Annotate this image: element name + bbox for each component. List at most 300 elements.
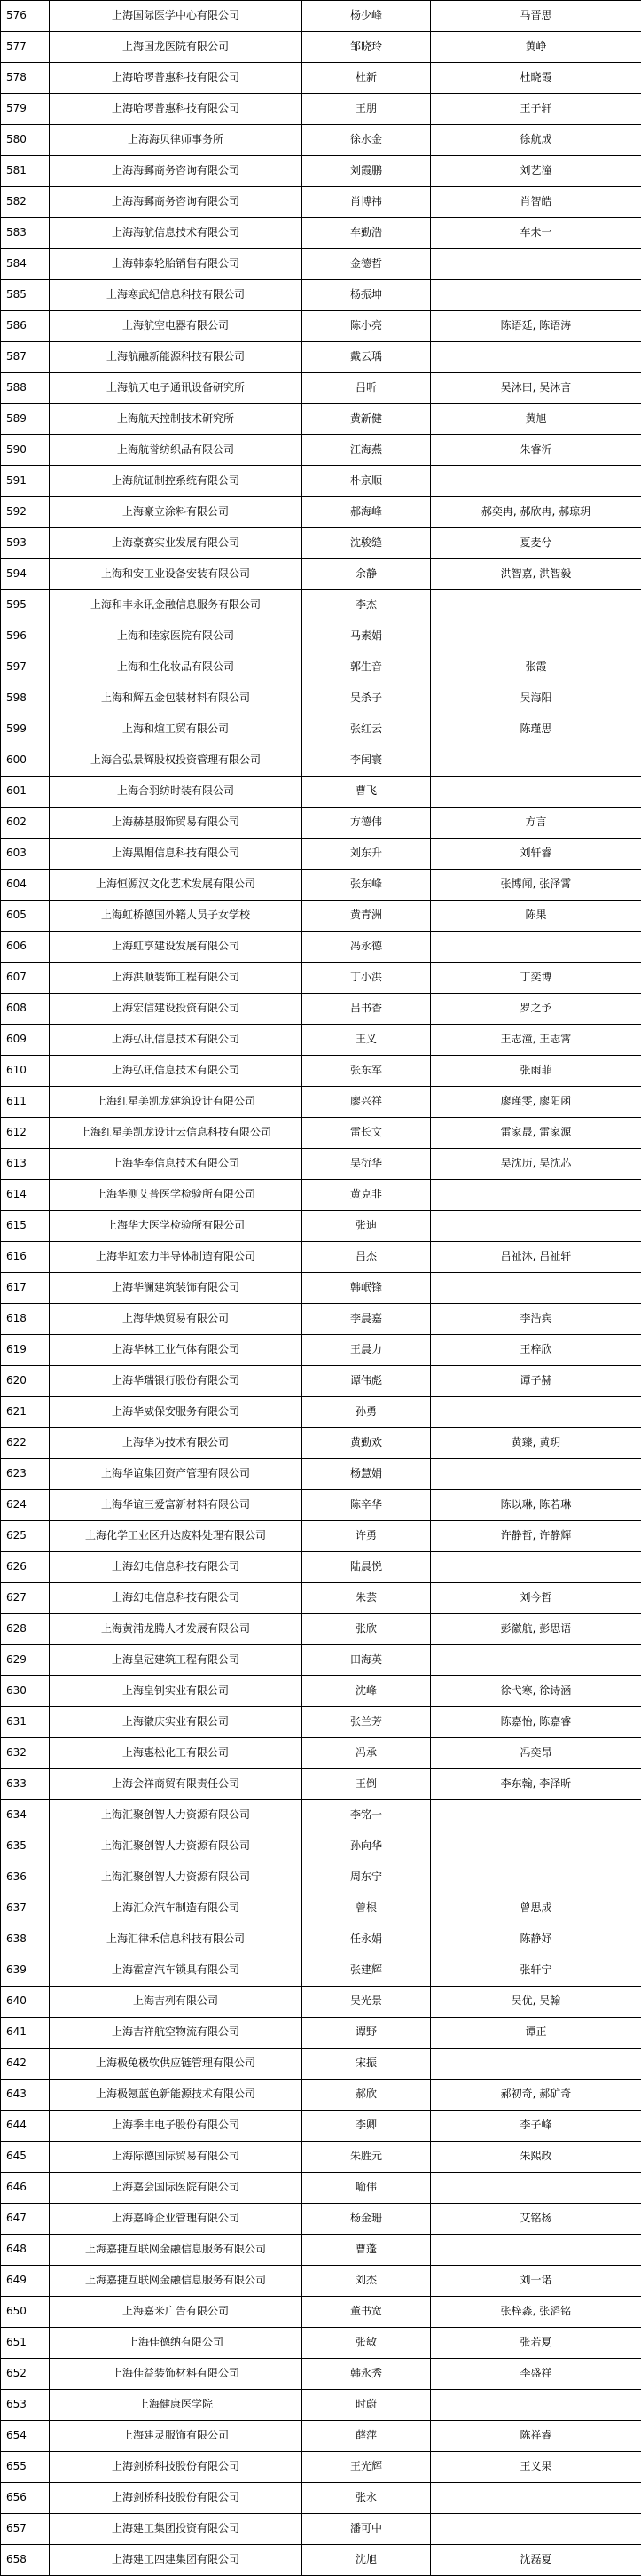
- person-name-cell: 陈辛华: [302, 1490, 431, 1521]
- person-name-cell: 戴云瑀: [302, 342, 431, 373]
- table-row: [1, 2111, 641, 2142]
- roster-table-body: [1, 1, 641, 2576]
- person-name-cell: 沈骏缝: [302, 528, 431, 559]
- row-number-cell: 657: [1, 2514, 50, 2545]
- table-row: [1, 1645, 641, 1676]
- person-name-cell: 刘霞鹏: [302, 156, 431, 187]
- row-number-cell: 579: [1, 94, 50, 125]
- related-names-cell: 张博闻, 张泽霄: [431, 870, 641, 901]
- row-number-cell: 639: [1, 1955, 50, 1987]
- related-names-cell: 徐航成: [431, 125, 641, 156]
- row-number-cell: 589: [1, 404, 50, 435]
- table-row: [1, 839, 641, 870]
- row-number-cell: 643: [1, 2080, 50, 2111]
- company-name-cell: 上海季丰电子股份有限公司: [50, 2111, 302, 2142]
- related-names-cell: [431, 1552, 641, 1583]
- table-row: [1, 1397, 641, 1428]
- table-row: [1, 1924, 641, 1955]
- table-row: [1, 2483, 641, 2514]
- row-number-cell: 654: [1, 2421, 50, 2452]
- related-names-cell: [431, 249, 641, 280]
- row-number-cell: 613: [1, 1149, 50, 1180]
- table-row: [1, 1149, 641, 1180]
- person-name-cell: 孙向华: [302, 1831, 431, 1862]
- person-name-cell: 杜新: [302, 63, 431, 94]
- row-number-cell: 601: [1, 777, 50, 808]
- company-name-cell: 上海徽庆实业有限公司: [50, 1707, 302, 1738]
- row-number-cell: 641: [1, 2018, 50, 2049]
- related-names-cell: 陈祥睿: [431, 2421, 641, 2452]
- company-name-cell: 上海虹桥德国外籍人员子女学校: [50, 901, 302, 932]
- person-name-cell: 董书宽: [302, 2297, 431, 2328]
- company-name-cell: 上海航誉纺织品有限公司: [50, 435, 302, 466]
- company-name-cell: 上海航证制控系统有限公司: [50, 466, 302, 497]
- company-name-cell: 上海和生化妆品有限公司: [50, 652, 302, 683]
- table-row: [1, 2142, 641, 2173]
- row-number-cell: 655: [1, 2452, 50, 2483]
- table-row: [1, 1335, 641, 1366]
- related-names-cell: 廖瑾雯, 廖阳函: [431, 1087, 641, 1118]
- related-names-cell: 艾铭杨: [431, 2204, 641, 2235]
- row-number-cell: 616: [1, 1242, 50, 1273]
- person-name-cell: 朴京顺: [302, 466, 431, 497]
- table-row: [1, 652, 641, 683]
- person-name-cell: 杨金珊: [302, 2204, 431, 2235]
- row-number-cell: 634: [1, 1800, 50, 1831]
- person-name-cell: 潘可中: [302, 2514, 431, 2545]
- related-names-cell: [431, 2049, 641, 2080]
- company-name-cell: 上海嘉米广告有限公司: [50, 2297, 302, 2328]
- person-name-cell: 喻伟: [302, 2173, 431, 2204]
- company-name-cell: 上海幻电信息科技有限公司: [50, 1583, 302, 1614]
- row-number-cell: 636: [1, 1862, 50, 1893]
- person-name-cell: 陆晨悦: [302, 1552, 431, 1583]
- person-name-cell: 陈小亮: [302, 311, 431, 342]
- person-name-cell: 金德哲: [302, 249, 431, 280]
- row-number-cell: 646: [1, 2173, 50, 2204]
- row-number-cell: 645: [1, 2142, 50, 2173]
- related-names-cell: 彭徽航, 彭思语: [431, 1614, 641, 1645]
- person-name-cell: 吕书香: [302, 994, 431, 1025]
- row-number-cell: 595: [1, 590, 50, 621]
- table-row: [1, 1583, 641, 1614]
- related-names-cell: 刘一诺: [431, 2266, 641, 2297]
- table-row: [1, 777, 641, 808]
- person-name-cell: 张欣: [302, 1614, 431, 1645]
- related-names-cell: [431, 2483, 641, 2514]
- row-number-cell: 598: [1, 683, 50, 714]
- row-number-cell: 607: [1, 963, 50, 994]
- person-name-cell: 张敏: [302, 2328, 431, 2359]
- row-number-cell: 658: [1, 2545, 50, 2576]
- row-number-cell: 640: [1, 1987, 50, 2018]
- company-name-cell: 上海宏信建设投资有限公司: [50, 994, 302, 1025]
- table-row: [1, 2266, 641, 2297]
- related-names-cell: [431, 1645, 641, 1676]
- table-row: [1, 187, 641, 218]
- company-name-cell: 上海华澜建筑装饰有限公司: [50, 1273, 302, 1304]
- related-names-cell: 罗之予: [431, 994, 641, 1025]
- row-number-cell: 623: [1, 1459, 50, 1490]
- table-row: [1, 1304, 641, 1335]
- related-names-cell: 李子峰: [431, 2111, 641, 2142]
- related-names-cell: 王志潼, 王志霄: [431, 1025, 641, 1056]
- related-names-cell: 刘轩睿: [431, 839, 641, 870]
- related-names-cell: 吴海阳: [431, 683, 641, 714]
- row-number-cell: 584: [1, 249, 50, 280]
- table-row: [1, 1490, 641, 1521]
- table-row: [1, 559, 641, 590]
- company-name-cell: 上海际德国际贸易有限公司: [50, 2142, 302, 2173]
- table-row: [1, 497, 641, 528]
- table-row: [1, 1676, 641, 1707]
- company-name-cell: 上海皇钊实业有限公司: [50, 1676, 302, 1707]
- person-name-cell: 李铭一: [302, 1800, 431, 1831]
- table-row: [1, 901, 641, 932]
- person-name-cell: 曹飞: [302, 777, 431, 808]
- company-name-cell: 上海合弘景辉股权投资管理有限公司: [50, 745, 302, 777]
- row-number-cell: 597: [1, 652, 50, 683]
- company-name-cell: 上海华威保安服务有限公司: [50, 1397, 302, 1428]
- company-name-cell: 上海极兔极软供应链管理有限公司: [50, 2049, 302, 2080]
- table-row: [1, 808, 641, 839]
- person-name-cell: 张东峰: [302, 870, 431, 901]
- row-number-cell: 599: [1, 714, 50, 745]
- table-row: [1, 1955, 641, 1987]
- person-name-cell: 王朋: [302, 94, 431, 125]
- related-names-cell: 冯奕昂: [431, 1738, 641, 1769]
- row-number-cell: 583: [1, 218, 50, 249]
- table-row: [1, 1428, 641, 1459]
- table-row: [1, 1552, 641, 1583]
- row-number-cell: 630: [1, 1676, 50, 1707]
- table-row: [1, 2545, 641, 2576]
- row-number-cell: 617: [1, 1273, 50, 1304]
- company-name-cell: 上海佳德纳有限公司: [50, 2328, 302, 2359]
- related-names-cell: 郝初奇, 郝矿奇: [431, 2080, 641, 2111]
- person-name-cell: 朱芸: [302, 1583, 431, 1614]
- person-name-cell: 韩永秀: [302, 2359, 431, 2390]
- table-row: [1, 249, 641, 280]
- row-number-cell: 631: [1, 1707, 50, 1738]
- row-number-cell: 576: [1, 1, 50, 32]
- company-name-cell: 上海吉祥航空物流有限公司: [50, 2018, 302, 2049]
- person-name-cell: 余静: [302, 559, 431, 590]
- row-number-cell: 604: [1, 870, 50, 901]
- related-names-cell: 谭正: [431, 2018, 641, 2049]
- person-name-cell: 杨慧娟: [302, 1459, 431, 1490]
- row-number-cell: 638: [1, 1924, 50, 1955]
- related-names-cell: 陈静妤: [431, 1924, 641, 1955]
- person-name-cell: 吕昕: [302, 373, 431, 404]
- row-number-cell: 629: [1, 1645, 50, 1676]
- related-names-cell: 陈果: [431, 901, 641, 932]
- company-name-cell: 上海华测艾普医学检验所有限公司: [50, 1180, 302, 1211]
- person-name-cell: 丁小洪: [302, 963, 431, 994]
- row-number-cell: 588: [1, 373, 50, 404]
- person-name-cell: 李晨嘉: [302, 1304, 431, 1335]
- related-names-cell: 张霞: [431, 652, 641, 683]
- company-name-cell: 上海吉列有限公司: [50, 1987, 302, 2018]
- row-number-cell: 592: [1, 497, 50, 528]
- related-names-cell: [431, 1273, 641, 1304]
- table-row: [1, 1707, 641, 1738]
- person-name-cell: 时蔚: [302, 2390, 431, 2421]
- person-name-cell: 周东宁: [302, 1862, 431, 1893]
- company-name-cell: 上海黄浦龙腾人才发展有限公司: [50, 1614, 302, 1645]
- table-row: [1, 125, 641, 156]
- company-name-cell: 上海佳益装饰材料有限公司: [50, 2359, 302, 2390]
- related-names-cell: [431, 745, 641, 777]
- person-name-cell: 马素娟: [302, 621, 431, 652]
- row-number-cell: 581: [1, 156, 50, 187]
- row-number-cell: 615: [1, 1211, 50, 1242]
- table-row: [1, 621, 641, 652]
- person-name-cell: 王光辉: [302, 2452, 431, 2483]
- related-names-cell: 王子轩: [431, 94, 641, 125]
- row-number-cell: 637: [1, 1893, 50, 1924]
- related-names-cell: 吕祉沐, 吕祉轩: [431, 1242, 641, 1273]
- company-name-cell: 上海海郵商务咨询有限公司: [50, 156, 302, 187]
- related-names-cell: [431, 342, 641, 373]
- person-name-cell: 吕杰: [302, 1242, 431, 1273]
- related-names-cell: 李浩宾: [431, 1304, 641, 1335]
- related-names-cell: 雷家晟, 雷家源: [431, 1118, 641, 1149]
- company-name-cell: 上海华虹宏力半导体制造有限公司: [50, 1242, 302, 1273]
- table-row: [1, 1056, 641, 1087]
- company-name-cell: 上海华谊三爱富新材料有限公司: [50, 1490, 302, 1521]
- person-name-cell: 郭生音: [302, 652, 431, 683]
- related-names-cell: 张雨菲: [431, 1056, 641, 1087]
- row-number-cell: 600: [1, 745, 50, 777]
- table-row: [1, 1831, 641, 1862]
- related-names-cell: 王义果: [431, 2452, 641, 2483]
- company-name-cell: 上海弘讯信息技术有限公司: [50, 1056, 302, 1087]
- table-row: [1, 2421, 641, 2452]
- company-name-cell: 上海寒武纪信息科技有限公司: [50, 280, 302, 311]
- related-names-cell: [431, 2235, 641, 2266]
- company-name-cell: 上海和煊工贸有限公司: [50, 714, 302, 745]
- company-name-cell: 上海汇聚创智人力资源有限公司: [50, 1831, 302, 1862]
- row-number-cell: 585: [1, 280, 50, 311]
- person-name-cell: 冯永德: [302, 932, 431, 963]
- row-number-cell: 626: [1, 1552, 50, 1583]
- company-name-cell: 上海海航信息技术有限公司: [50, 218, 302, 249]
- person-name-cell: 雷长文: [302, 1118, 431, 1149]
- person-name-cell: 冯承: [302, 1738, 431, 1769]
- table-row: [1, 94, 641, 125]
- person-name-cell: 王晨力: [302, 1335, 431, 1366]
- person-name-cell: 黄青洲: [302, 901, 431, 932]
- company-name-cell: 上海汇聚创智人力资源有限公司: [50, 1800, 302, 1831]
- person-name-cell: 张建辉: [302, 1955, 431, 1987]
- row-number-cell: 632: [1, 1738, 50, 1769]
- company-name-cell: 上海国际医学中心有限公司: [50, 1, 302, 32]
- table-row: [1, 1893, 641, 1924]
- company-name-cell: 上海华大医学检验所有限公司: [50, 1211, 302, 1242]
- table-row: [1, 2235, 641, 2266]
- row-number-cell: 577: [1, 32, 50, 63]
- person-name-cell: 任永娟: [302, 1924, 431, 1955]
- related-names-cell: 张轩宁: [431, 1955, 641, 1987]
- company-name-cell: 上海建工集团投资有限公司: [50, 2514, 302, 2545]
- person-name-cell: 张迪: [302, 1211, 431, 1242]
- person-name-cell: 张永: [302, 2483, 431, 2514]
- row-number-cell: 602: [1, 808, 50, 839]
- table-row: [1, 1614, 641, 1645]
- table-row: [1, 1118, 641, 1149]
- related-names-cell: [431, 621, 641, 652]
- table-row: [1, 2514, 641, 2545]
- table-row: [1, 2173, 641, 2204]
- related-names-cell: [431, 1180, 641, 1211]
- person-name-cell: 张东军: [302, 1056, 431, 1087]
- related-names-cell: 王梓欣: [431, 1335, 641, 1366]
- person-name-cell: 张兰芳: [302, 1707, 431, 1738]
- related-names-cell: 夏麦兮: [431, 528, 641, 559]
- table-row: [1, 1, 641, 32]
- table-row: [1, 745, 641, 777]
- company-name-cell: 上海海贝律师事务所: [50, 125, 302, 156]
- related-names-cell: 陈以琳, 陈若琳: [431, 1490, 641, 1521]
- person-name-cell: 肖博祎: [302, 187, 431, 218]
- person-name-cell: 田海英: [302, 1645, 431, 1676]
- related-names-cell: [431, 1800, 641, 1831]
- person-name-cell: 李闰寰: [302, 745, 431, 777]
- company-name-cell: 上海霍富汽车锁具有限公司: [50, 1955, 302, 1987]
- table-row: [1, 683, 641, 714]
- company-name-cell: 上海航融新能源科技有限公司: [50, 342, 302, 373]
- company-name-cell: 上海和丰永讯金融信息服务有限公司: [50, 590, 302, 621]
- person-name-cell: 王倒: [302, 1769, 431, 1800]
- related-names-cell: [431, 932, 641, 963]
- row-number-cell: 587: [1, 342, 50, 373]
- table-row: [1, 156, 641, 187]
- company-name-cell: 上海黑帽信息科技有限公司: [50, 839, 302, 870]
- person-name-cell: 谭伟彪: [302, 1366, 431, 1397]
- related-names-cell: 陈嘉怡, 陈嘉睿: [431, 1707, 641, 1738]
- table-row: [1, 2297, 641, 2328]
- related-names-cell: [431, 466, 641, 497]
- company-name-cell: 上海航空电器有限公司: [50, 311, 302, 342]
- person-name-cell: 朱胜元: [302, 2142, 431, 2173]
- company-name-cell: 上海红星美凯龙建筑设计有限公司: [50, 1087, 302, 1118]
- table-row: [1, 1087, 641, 1118]
- person-name-cell: 吴杀子: [302, 683, 431, 714]
- person-name-cell: 黄新健: [302, 404, 431, 435]
- related-names-cell: 马晋思: [431, 1, 641, 32]
- table-row: [1, 1242, 641, 1273]
- related-names-cell: [431, 280, 641, 311]
- row-number-cell: 620: [1, 1366, 50, 1397]
- person-name-cell: 李卿: [302, 2111, 431, 2142]
- row-number-cell: 622: [1, 1428, 50, 1459]
- table-row: [1, 932, 641, 963]
- row-number-cell: 612: [1, 1118, 50, 1149]
- company-name-cell: 上海健康医学院: [50, 2390, 302, 2421]
- person-name-cell: 薛萍: [302, 2421, 431, 2452]
- company-name-cell: 上海建灵服饰有限公司: [50, 2421, 302, 2452]
- person-name-cell: 吴光景: [302, 1987, 431, 2018]
- table-row: [1, 1211, 641, 1242]
- row-number-cell: 647: [1, 2204, 50, 2235]
- row-number-cell: 591: [1, 466, 50, 497]
- related-names-cell: 李盛祥: [431, 2359, 641, 2390]
- company-name-cell: 上海汇聚创智人力资源有限公司: [50, 1862, 302, 1893]
- person-name-cell: 邹晓玲: [302, 32, 431, 63]
- person-name-cell: 郝海峰: [302, 497, 431, 528]
- company-name-cell: 上海化学工业区升达废料处理有限公司: [50, 1521, 302, 1552]
- company-name-cell: 上海华谊集团资产管理有限公司: [50, 1459, 302, 1490]
- related-names-cell: 张梓淼, 张滔铭: [431, 2297, 641, 2328]
- row-number-cell: 610: [1, 1056, 50, 1087]
- related-names-cell: [431, 1862, 641, 1893]
- table-row: [1, 2452, 641, 2483]
- related-names-cell: [431, 1397, 641, 1428]
- company-name-cell: 上海建工四建集团有限公司: [50, 2545, 302, 2576]
- related-names-cell: [431, 590, 641, 621]
- row-number-cell: 603: [1, 839, 50, 870]
- company-name-cell: 上海虹享建设发展有限公司: [50, 932, 302, 963]
- row-number-cell: 578: [1, 63, 50, 94]
- row-number-cell: 608: [1, 994, 50, 1025]
- company-name-cell: 上海剑桥科技股份有限公司: [50, 2452, 302, 2483]
- table-row: [1, 1366, 641, 1397]
- related-names-cell: 杜晓霞: [431, 63, 641, 94]
- row-number-cell: 652: [1, 2359, 50, 2390]
- company-name-cell: 上海哈啰普惠科技有限公司: [50, 94, 302, 125]
- related-names-cell: 刘今哲: [431, 1583, 641, 1614]
- related-names-cell: 刘艺潼: [431, 156, 641, 187]
- row-number-cell: 651: [1, 2328, 50, 2359]
- company-name-cell: 上海汇律禾信息科技有限公司: [50, 1924, 302, 1955]
- table-row: [1, 994, 641, 1025]
- table-row: [1, 870, 641, 901]
- person-name-cell: 吴衍华: [302, 1149, 431, 1180]
- related-names-cell: 徐弋寒, 徐诗涵: [431, 1676, 641, 1707]
- row-number-cell: 628: [1, 1614, 50, 1645]
- row-number-cell: 596: [1, 621, 50, 652]
- person-name-cell: 谭野: [302, 2018, 431, 2049]
- related-names-cell: 许静哲, 许静辉: [431, 1521, 641, 1552]
- company-name-cell: 上海弘讯信息技术有限公司: [50, 1025, 302, 1056]
- related-names-cell: 黄峥: [431, 32, 641, 63]
- row-number-cell: 635: [1, 1831, 50, 1862]
- related-names-cell: 郝奕冉, 郝欣冉, 郝琼玥: [431, 497, 641, 528]
- table-row: [1, 311, 641, 342]
- related-names-cell: 张若夏: [431, 2328, 641, 2359]
- person-name-cell: 黄克非: [302, 1180, 431, 1211]
- related-names-cell: [431, 2514, 641, 2545]
- row-number-cell: 644: [1, 2111, 50, 2142]
- related-names-cell: [431, 1831, 641, 1862]
- company-name-cell: 上海华瑞银行股份有限公司: [50, 1366, 302, 1397]
- row-number-cell: 605: [1, 901, 50, 932]
- person-name-cell: 宋振: [302, 2049, 431, 2080]
- table-row: [1, 2018, 641, 2049]
- row-number-cell: 611: [1, 1087, 50, 1118]
- row-number-cell: 642: [1, 2049, 50, 2080]
- company-name-cell: 上海国龙医院有限公司: [50, 32, 302, 63]
- person-name-cell: 曹蓬: [302, 2235, 431, 2266]
- person-name-cell: 江海燕: [302, 435, 431, 466]
- company-name-cell: 上海嘉捷互联网金融信息服务有限公司: [50, 2266, 302, 2297]
- related-names-cell: 曾思成: [431, 1893, 641, 1924]
- person-name-cell: 沈旭: [302, 2545, 431, 2576]
- table-row: [1, 1025, 641, 1056]
- company-name-cell: 上海皇冠建筑工程有限公司: [50, 1645, 302, 1676]
- company-name-cell: 上海极氪蓝色新能源技术有限公司: [50, 2080, 302, 2111]
